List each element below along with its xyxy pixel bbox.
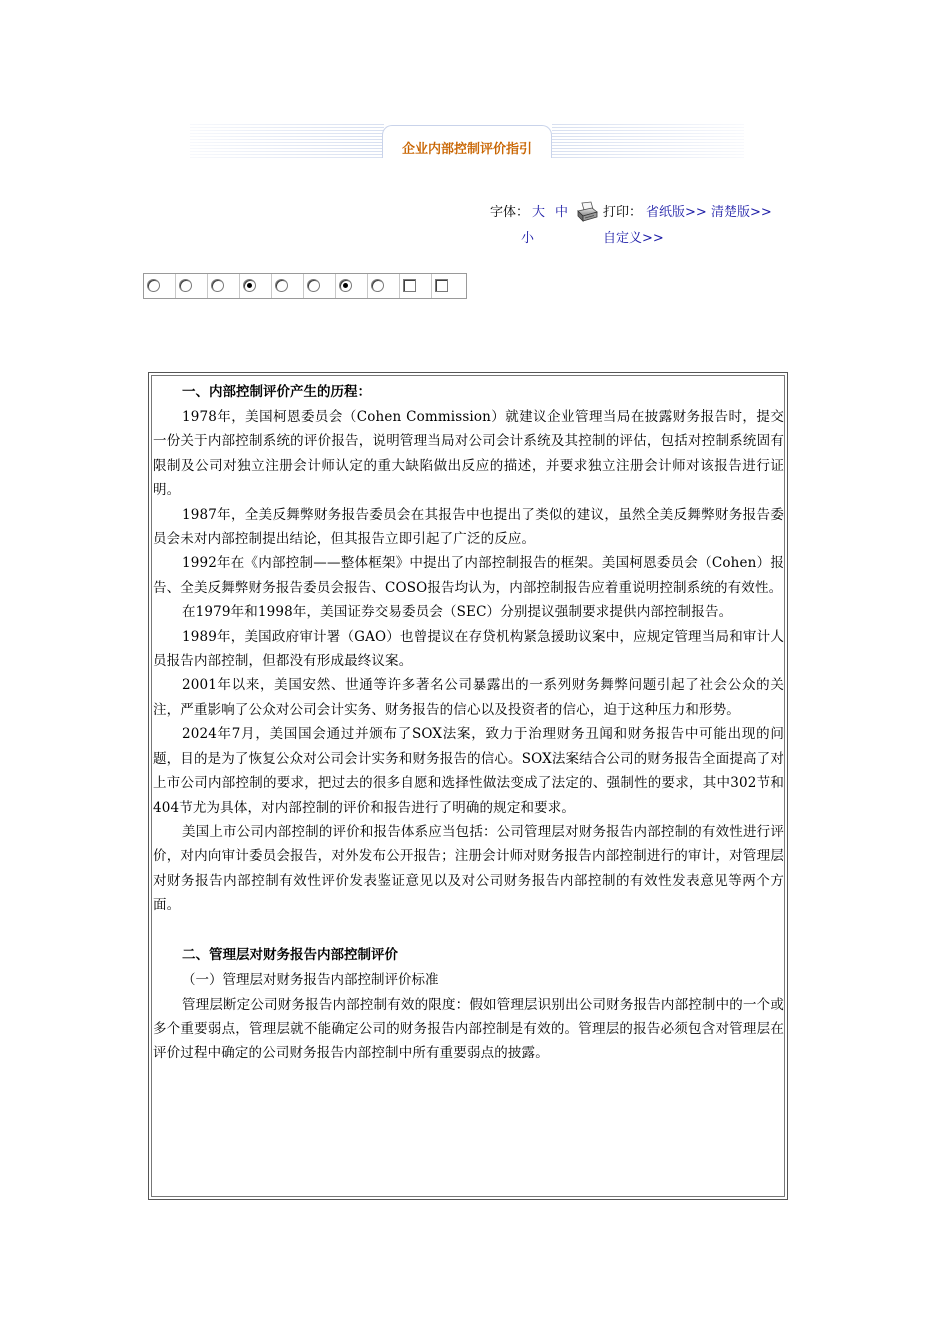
- option-cell: [176, 274, 208, 298]
- radio-button[interactable]: [275, 279, 288, 292]
- option-cell: [368, 274, 400, 298]
- section-gap: [153, 918, 784, 943]
- title-banner: [190, 124, 744, 158]
- font-size-label: 字体：: [490, 205, 530, 220]
- print-clear-link[interactable]: 清楚版>>: [711, 205, 772, 220]
- article-box: [148, 372, 788, 1200]
- checkbox[interactable]: [435, 279, 448, 292]
- option-cell: [240, 274, 272, 298]
- section1-paragraph: 在1979年和1998年，美国证券交易委员会（SEC）分别提议强制要求提供内部控制报告。: [182, 604, 733, 621]
- radio-button[interactable]: [339, 279, 352, 292]
- radio-button[interactable]: [371, 279, 384, 292]
- option-cell: [432, 274, 466, 298]
- font-large-link[interactable]: 大: [532, 205, 546, 220]
- option-cell: [400, 274, 432, 298]
- section1-paragraph: 美国上市公司内部控制的评价和报告体系应当包括：公司管理层对财务报告内部控制的有效性进行评价，对内向审计委员会报告，对外发布公开报告；注册会计师对财务报告内部控制进行的审计，对管理层对财务报告内部控制有效性评价发表鉴证意见以及对公司财务报告内部控制的有效性发表意见等两个方面。: [153, 823, 784, 914]
- section1-body: [153, 405, 784, 918]
- option-strip: [143, 273, 467, 299]
- section1-paragraph: 2001年以来，美国安然、世通等许多著名公司暴露出的一系列财务舞弊问题引起了社会公众的关注，严重影响了公众对公司会计实务、财务报告的信心以及投资者的信心，迫于这种压力和形势。: [153, 677, 784, 718]
- radio-button[interactable]: [211, 279, 224, 292]
- font-small-link[interactable]: 小: [521, 231, 535, 246]
- print-label: 打印：: [603, 205, 643, 220]
- print-save-paper-link[interactable]: 省纸版>>: [646, 205, 707, 220]
- page-title: 企业内部控制评价指引: [401, 142, 532, 157]
- section2-heading: 二、管理层对财务报告内部控制评价: [182, 946, 398, 963]
- option-cell: [304, 274, 336, 298]
- option-cell: [336, 274, 368, 298]
- section1-paragraph: 1978年，美国柯恩委员会（Cohen Commission）就建议企业管理当局在披露财务报告时，提交一份关于内部控制系统的评价报告，说明管理当局对公司会计系统及其控制的评估，包括对控制系统固有限制及公司对独立注册会计师认定的重大缺陷做出反应的描述，并要求独立注册会计师对该报告进行证明。: [153, 409, 784, 499]
- printer-icon[interactable]: [576, 201, 598, 223]
- banner-right-stripes: [552, 124, 744, 158]
- option-cell: [144, 274, 176, 298]
- section2-paragraph: 管理层断定公司财务报告内部控制有效的限度：假如管理层识别出公司财务报告内部控制中的一个或多个重要弱点，管理层就不能确定公司的财务报告内部控制是有效的。管理层的报告必须包含对管理层在评价过程中确定的公司财务报告内部控制中所有重要弱点的披露。: [153, 996, 784, 1062]
- section1-paragraph: 2024年7月，美国国会通过并颁布了SOX法案，致力于治理财务丑闻和财务报告中可能出现的问题，目的是为了恢复公众对公司会计实务和财务报告的信心。SOX法案结合公司的财务报告全面提高了对上市公司内部控制的要求，把过去的很多自愿和选择性做法变成了法定的、强制性的要求，其中302节和404节尤为具体，对内部控制的评价和报告进行了明确的规定和要求。: [153, 726, 784, 816]
- font-medium-link[interactable]: 中: [555, 205, 569, 220]
- radio-button[interactable]: [179, 279, 192, 292]
- radio-button[interactable]: [147, 279, 160, 292]
- section2-subheading: （一）管理层对财务报告内部控制评价标准: [182, 971, 439, 988]
- radio-button[interactable]: [307, 279, 320, 292]
- article-inner: [151, 375, 785, 1197]
- option-cell: [208, 274, 240, 298]
- option-cell: [272, 274, 304, 298]
- banner-left-stripes: [190, 124, 384, 158]
- section1-paragraph: 1987年，全美反舞弊财务报告委员会在其报告中也提出了类似的建议，虽然全美反舞弊财务报告委员会未对内部控制提出结论，但其报告立即引起了广泛的反应。: [153, 506, 784, 548]
- section1-paragraph: 1989年，美国政府审计署（GAO）也曾提议在存贷机构紧急援助议案中，应规定管理当局和审计人员报告内部控制，但都没有形成最终议案。: [153, 628, 784, 670]
- print-custom-link[interactable]: 自定义>>: [603, 231, 664, 246]
- section1-paragraph: 1992年在《内部控制——整体框架》中提出了内部控制报告的框架。美国柯恩委员会（Cohen）报告、全美反舞弊财务报告委员会报告、COSO报告均认为，内部控制报告应着重说明控制系统的有效性。: [153, 555, 784, 596]
- checkbox[interactable]: [403, 279, 416, 292]
- section1-heading: 一、内部控制评价产生的历程：: [182, 384, 371, 400]
- radio-button[interactable]: [243, 279, 256, 292]
